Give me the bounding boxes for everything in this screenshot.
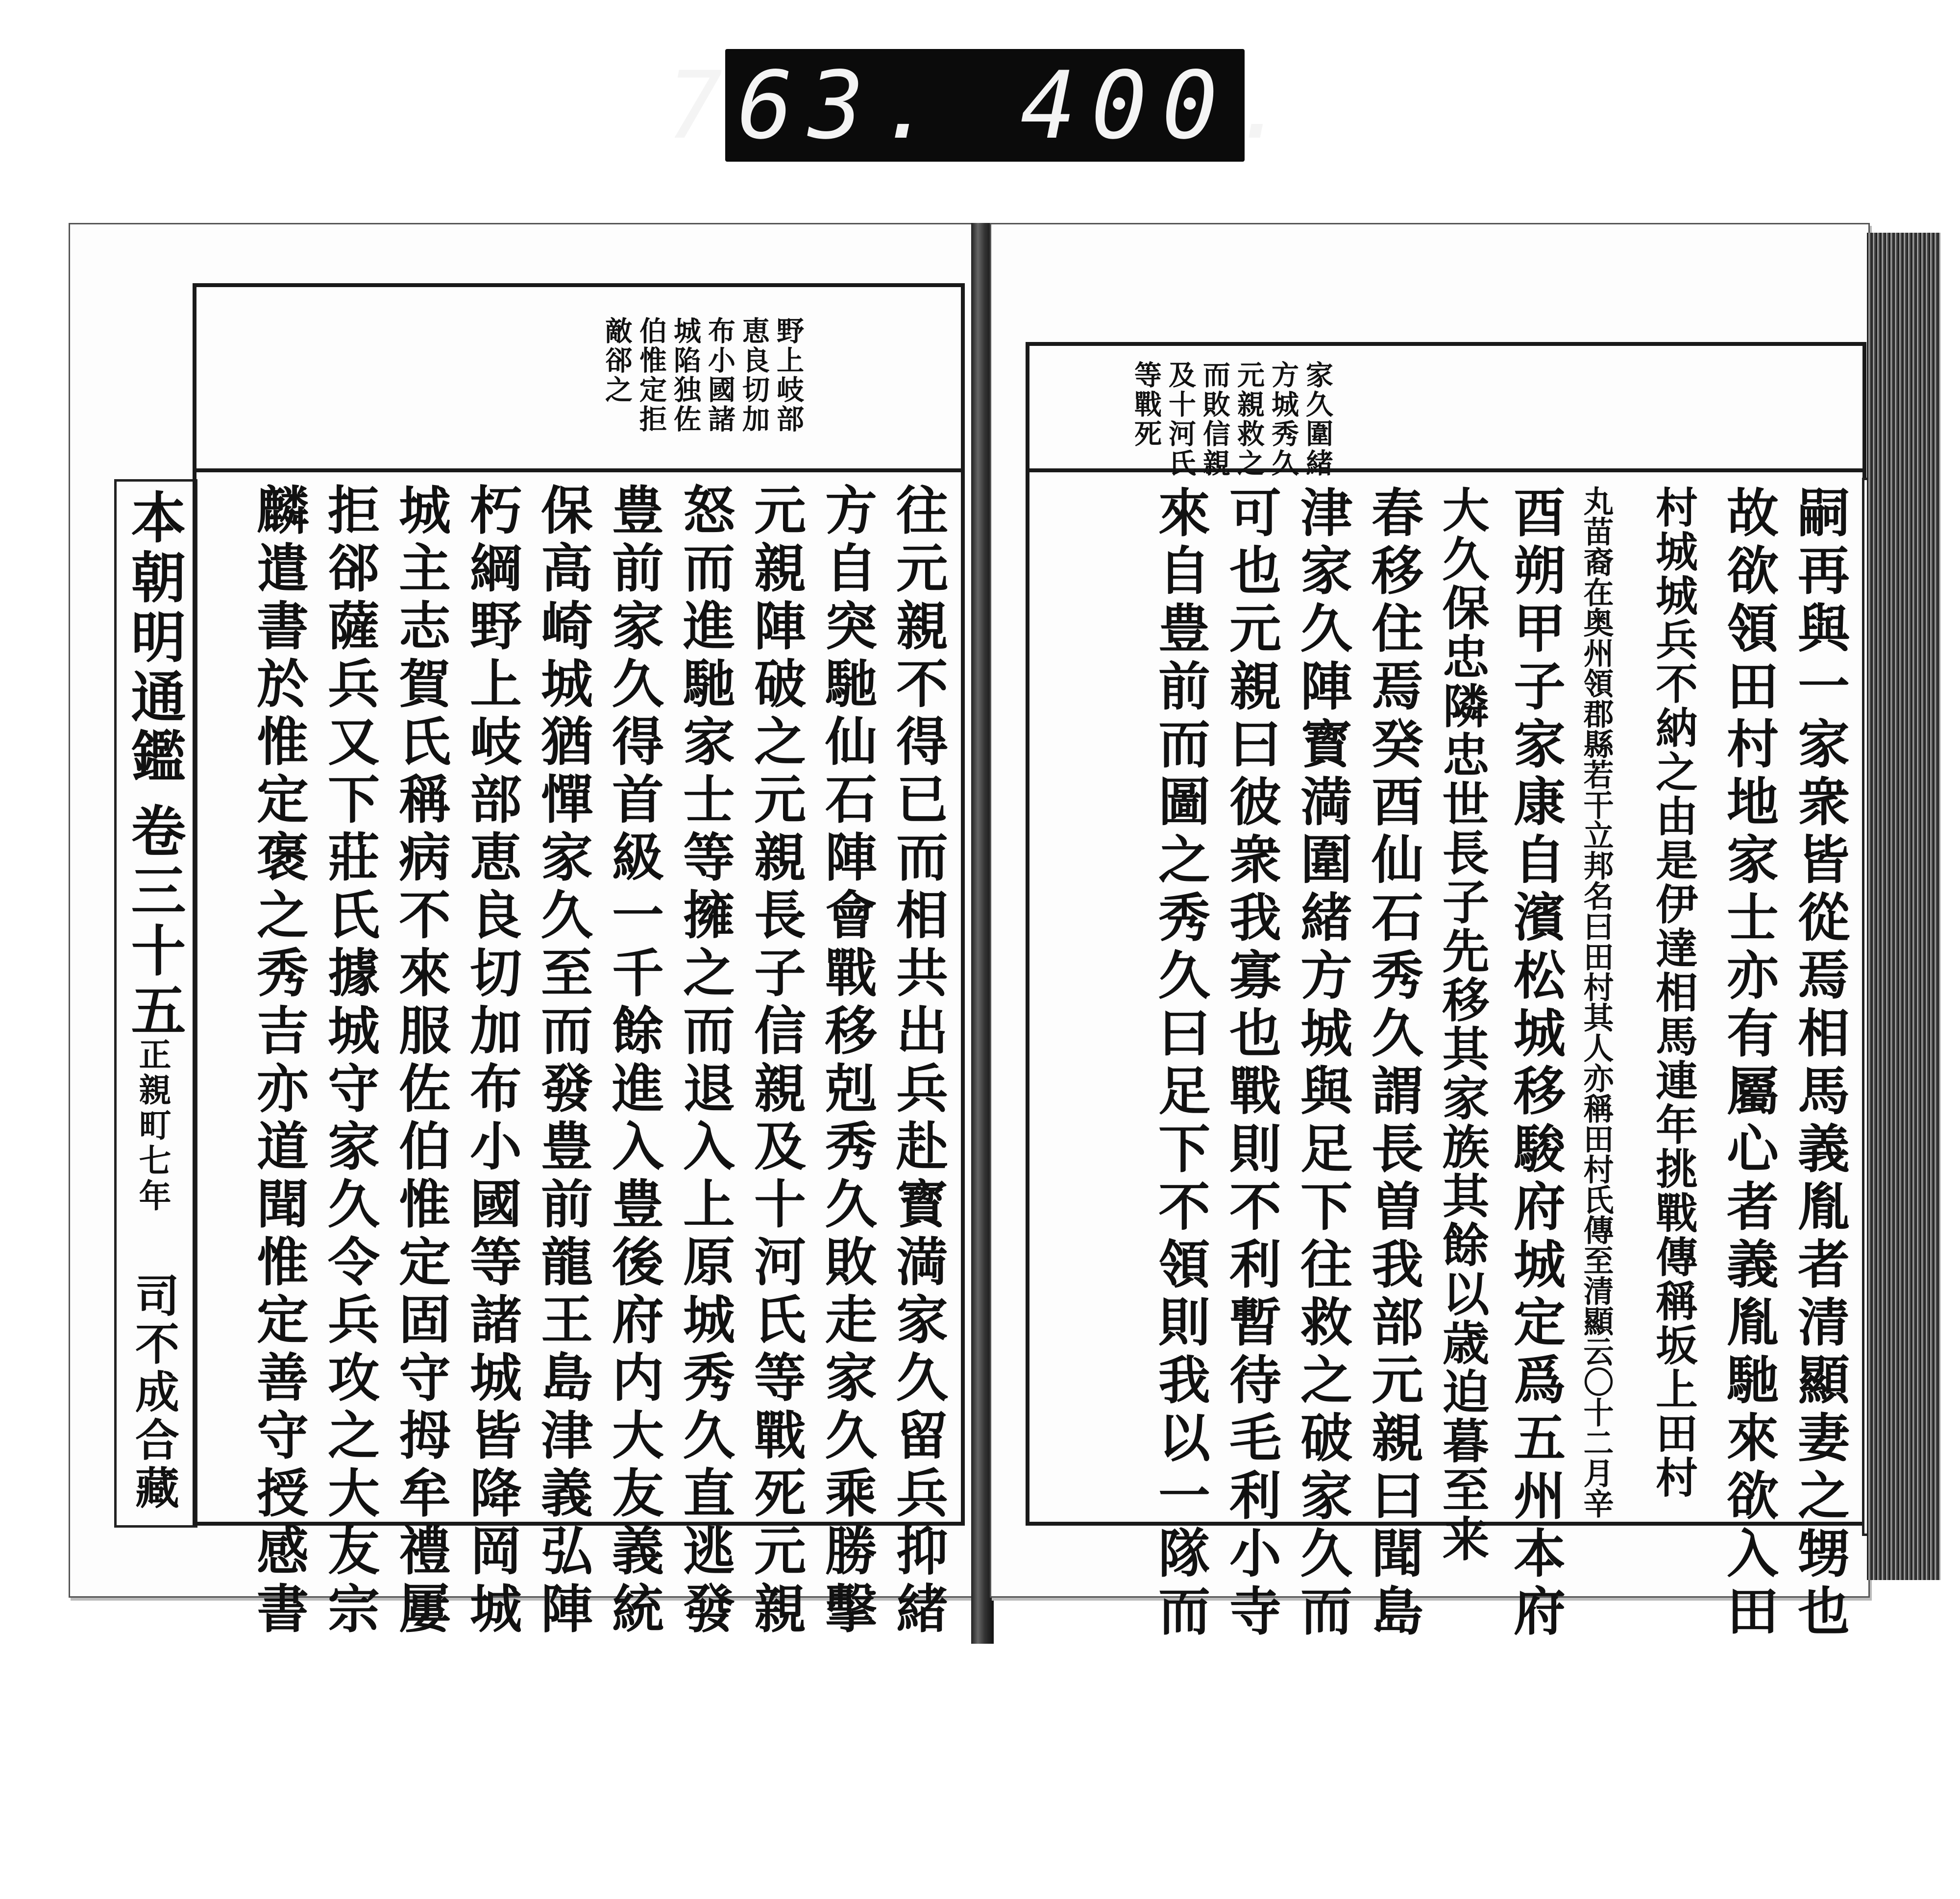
- left-headnote-line: 恵良切加: [738, 316, 770, 434]
- right-text-column: 津家久陣寳満圍緒方城與足下往救之破家久而: [1292, 486, 1353, 1642]
- left-text-column: 怒而進馳家士等擁之而退入上原城秀久直逃發: [675, 483, 736, 1639]
- right-headnote-line: 方城秀久: [1267, 361, 1299, 478]
- left-margin-era: 正親町七年: [133, 1038, 172, 1214]
- left-margin-publisher: 司不成合藏: [127, 1273, 179, 1513]
- right-text-frame: [1026, 342, 1866, 1642]
- left-headnote-line: 野上岐部: [772, 316, 805, 434]
- left-text-column: 元親陣破之元親長子信親及十河氏等戰死元親: [746, 483, 807, 1639]
- left-headnote-divider: [196, 468, 961, 472]
- right-headnote-line: 元親救之: [1233, 361, 1265, 478]
- left-headnote-line: 敵郤之: [601, 316, 633, 405]
- left-text-column: 往元親不得已而相共出兵赴寳満家久留兵抑緒: [888, 483, 949, 1639]
- left-headnote-line: 布小國諸: [704, 316, 736, 434]
- right-text-column: 酉朔甲子家康自濱松城移駿府城定爲五州本府: [1505, 486, 1567, 1642]
- left-text-column: 保高崎城猶憚家久至而發豊前龍王島津義弘陣: [533, 483, 594, 1639]
- right-headnote-divider: [1029, 468, 1862, 472]
- left-margin-title: 本朝明通鑑: [122, 489, 186, 788]
- page-edge-stack: [1867, 233, 1940, 1580]
- left-text-frame: [193, 283, 965, 1639]
- right-text-column: 春移住焉癸酉仙石秀久謂長曽我部元親曰聞島: [1363, 486, 1424, 1642]
- left-text-column: 方自突馳仙石陣會戰移剋秀久敗走家久乘勝擊: [817, 483, 878, 1639]
- right-text-column: 丸苗裔在奥州領郡縣若干立邦名曰田村其人亦稱田村氏傳至清顯云〇十二月辛: [1578, 486, 1614, 1518]
- call-number: 763. 400.: [666, 51, 1303, 160]
- right-text-column: 故欲領田村地家士亦有屬心者義胤馳來欲入田: [1718, 486, 1780, 1642]
- call-number-label: [666, 49, 1303, 162]
- right-page: [990, 223, 1870, 1642]
- right-text-column: 可也元親曰彼衆我寡也戰則不利暫待毛利小寺: [1221, 486, 1282, 1642]
- left-text-column: 豊前家久得首級一千餘進入豊後府内大友義統: [604, 483, 665, 1639]
- left-page: [69, 223, 993, 1639]
- left-text-column: 朽綱野上岐部恵良切加布小國等諸城皆降岡城: [462, 483, 523, 1639]
- right-headnote-line: 而敗信親: [1199, 361, 1231, 478]
- right-headnote-line: 等戰死: [1130, 361, 1162, 449]
- left-headnote-line: 城陷独佐: [669, 316, 702, 434]
- right-text-column: 村城城兵不納之由是伊達相馬連年挑戰傳稱坂上田村: [1648, 486, 1698, 1500]
- right-text-column: 來自豊前而圖之秀久曰足下不領則我以一隊而: [1150, 486, 1211, 1642]
- left-text-column: 拒郤薩兵又下莊氏據城守家久令兵攻之大友宗: [319, 483, 381, 1639]
- left-margin-volume: 卷三十五: [122, 803, 186, 1042]
- book-spread: [49, 223, 1940, 1666]
- left-headnote-line: 伯惟定拒: [635, 316, 667, 434]
- right-headnote-line: 家久圍緒: [1301, 361, 1334, 478]
- right-text-column: 嗣再與一家衆皆從焉相馬義胤者清顯妻之甥也: [1789, 486, 1851, 1642]
- left-text-column: 城主志賀氏稱病不來服佐伯惟定固守拇牟禮屢: [391, 483, 452, 1639]
- right-headnote-line: 及十河氏: [1164, 361, 1197, 478]
- right-text-column: 大久保忠隣忠世長子先移其家族其餘以歳迫暮至来: [1435, 486, 1490, 1563]
- left-text-column: 麟遣書於惟定褒之秀吉亦道聞惟定善守授感書: [248, 483, 310, 1639]
